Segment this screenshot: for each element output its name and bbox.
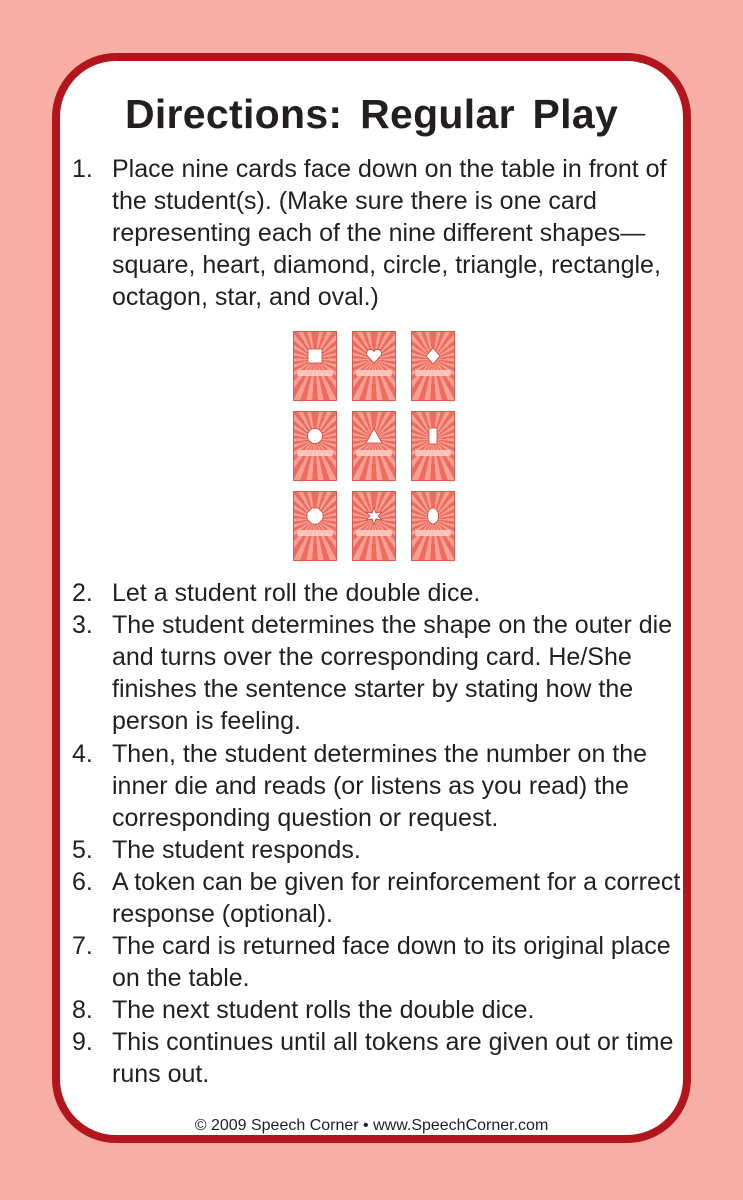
list-item	[72, 738, 692, 834]
copyright-footer: © 2009 Speech Corner • www.SpeechCorner.com	[194, 1117, 549, 1134]
step-text: The student responds.	[112, 836, 361, 864]
star-icon	[365, 507, 383, 525]
shape-card	[352, 411, 396, 481]
octagon-icon	[306, 507, 324, 525]
triangle-icon	[365, 427, 383, 445]
step-text: Then, the student determines the number on the inner die and reads (or listens as you read) the corresponding question or request.	[112, 740, 648, 832]
shape-card	[352, 491, 396, 561]
step-number: 1.	[72, 155, 93, 183]
step-number: 2.	[72, 579, 93, 607]
shape-card	[293, 491, 337, 561]
step-text: This continues until all tokens are given out or time runs out.	[112, 1028, 674, 1088]
list-item	[72, 153, 692, 313]
step-number: 5.	[72, 836, 93, 864]
step-text: Place nine cards face down on the table in front of the student(s). (Make sure there is one card representing each of the nine different shapes—square, heart, diamond, circle, triangle, rectangle, octagon, star, and oval.)	[112, 155, 667, 311]
list-item	[72, 1026, 692, 1090]
step-number: 7.	[72, 932, 93, 960]
shape-card	[293, 331, 337, 401]
step-number: 4.	[72, 740, 93, 768]
step-text: The card is returned face down to its original place on the table.	[112, 932, 671, 992]
shape-card	[411, 331, 455, 401]
list-item	[72, 866, 692, 930]
step-number: 6.	[72, 868, 93, 896]
circle-icon	[306, 427, 324, 445]
shape-card	[352, 331, 396, 401]
card-layout-grid	[293, 331, 456, 563]
step-text: The next student rolls the double dice.	[112, 996, 535, 1024]
list-item	[72, 930, 692, 994]
step-number: 3.	[72, 611, 93, 639]
step-text: Let a student roll the double dice.	[112, 579, 481, 607]
shape-card	[411, 411, 455, 481]
heart-icon	[365, 347, 383, 365]
list-item	[72, 609, 692, 737]
rectangle-icon	[424, 427, 442, 445]
list-item	[72, 577, 692, 609]
list-item	[72, 994, 692, 1026]
list-item	[72, 834, 692, 866]
step-text: The student determines the shape on the outer die and turns over the corresponding card. He/She finishes the sentence starter by stating how the person is feeling.	[112, 611, 673, 735]
directions-card	[52, 53, 691, 1143]
shape-card	[411, 491, 455, 561]
square-icon	[306, 347, 324, 365]
step-text: A token can be given for reinforcement for a correct response (optional).	[112, 868, 681, 928]
diamond-icon	[424, 347, 442, 365]
oval-icon	[424, 507, 442, 525]
page-title: Directions: Regular Play	[124, 91, 619, 137]
step-number: 9.	[72, 1028, 93, 1056]
step-number: 8.	[72, 996, 93, 1024]
shape-card	[293, 411, 337, 481]
